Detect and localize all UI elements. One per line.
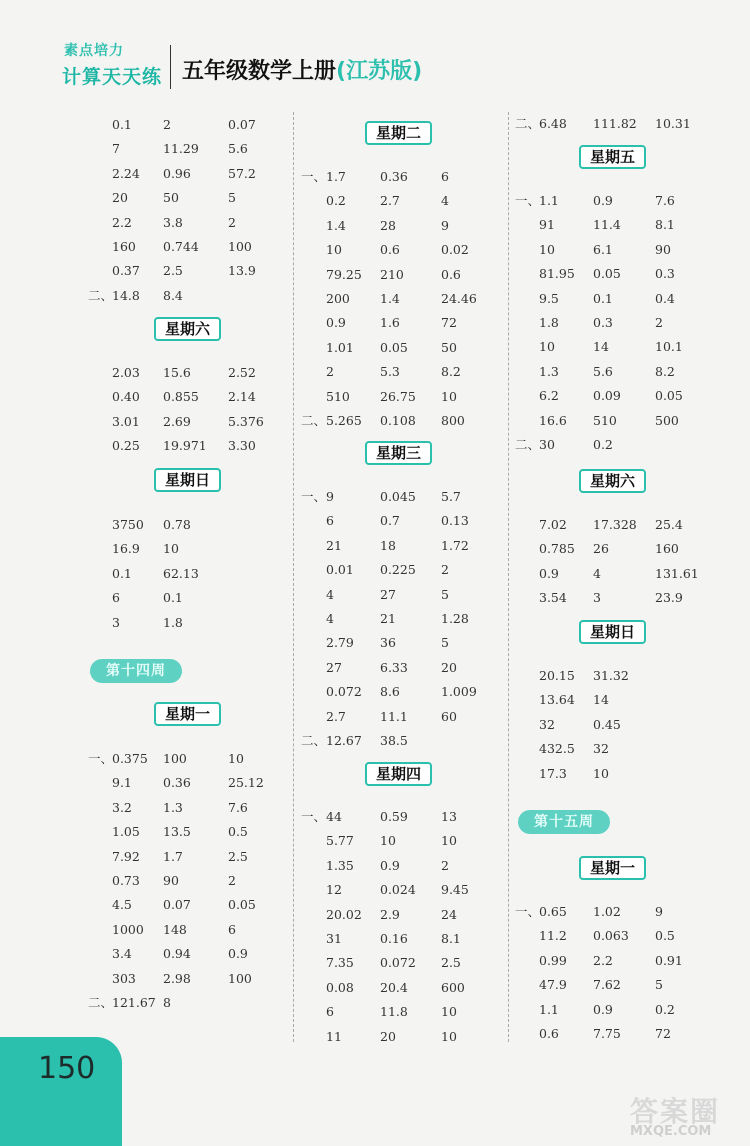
question-number: 二、 [88, 288, 114, 303]
answer-value: 2.9 [380, 907, 400, 922]
answer-value: 3.4 [112, 946, 132, 961]
answer-value: 32 [539, 717, 555, 732]
answer-value: 3.01 [112, 414, 140, 429]
answer-value: 0.2 [655, 1002, 675, 1017]
answer-value: 32 [593, 741, 609, 756]
answer-value: 5.77 [326, 833, 354, 848]
answer-value: 2.79 [326, 635, 354, 650]
answer-value: 0.1 [112, 566, 132, 581]
answer-value: 19.971 [163, 438, 207, 453]
answer-value: 0.225 [380, 562, 416, 577]
answer-value: 90 [163, 873, 179, 888]
answer-value: 11.29 [163, 141, 199, 156]
answer-value: 7.62 [593, 977, 621, 992]
answer-value: 1.1 [539, 193, 559, 208]
question-number: 二、 [515, 116, 541, 131]
answer-value: 1.3 [163, 800, 183, 815]
answer-value: 47.9 [539, 977, 567, 992]
answer-value: 20 [112, 190, 128, 205]
answer-value: 0.09 [593, 388, 621, 403]
answer-value: 24 [441, 907, 457, 922]
answer-value: 210 [380, 267, 404, 282]
answer-value: 0.05 [380, 340, 408, 355]
answer-value: 1.4 [380, 291, 400, 306]
answer-value: 0.6 [380, 242, 400, 257]
answer-value: 0.9 [593, 193, 613, 208]
answer-value: 100 [228, 239, 252, 254]
answer-value: 10 [539, 339, 555, 354]
answer-value: 121.67 [112, 995, 156, 1010]
answer-value: 11 [326, 1029, 342, 1044]
answer-value: 5.7 [441, 489, 461, 504]
answer-value: 0.375 [112, 751, 148, 766]
answer-value: 0.2 [326, 193, 346, 208]
answer-value: 72 [655, 1026, 671, 1041]
answer-value: 10 [441, 1004, 457, 1019]
question-number: 二、 [301, 413, 327, 428]
answer-value: 10 [380, 833, 396, 848]
answer-value: 3750 [112, 517, 144, 532]
answer-value: 11.8 [380, 1004, 408, 1019]
answer-value: 18 [380, 538, 396, 553]
question-number: 二、 [88, 995, 114, 1010]
answer-value: 1.8 [163, 615, 183, 630]
logo-tagline: 素点培力 [64, 43, 124, 59]
answer-value: 1.3 [539, 364, 559, 379]
answer-value: 0.5 [655, 928, 675, 943]
answer-value: 3.54 [539, 590, 567, 605]
answer-value: 28 [380, 218, 396, 233]
answer-value: 0.4 [655, 291, 675, 306]
answer-value: 0.7 [380, 513, 400, 528]
answer-value: 21 [380, 611, 396, 626]
answer-value: 0.5 [228, 824, 248, 839]
answer-value: 13.64 [539, 692, 575, 707]
answer-value: 0.9 [593, 1002, 613, 1017]
answer-value: 25.4 [655, 517, 683, 532]
answer-value: 1.4 [326, 218, 346, 233]
answer-value: 2 [655, 315, 663, 330]
question-number: 一、 [515, 193, 541, 208]
answer-value: 2 [441, 562, 449, 577]
answer-value: 0.024 [380, 882, 416, 897]
answer-value: 5 [441, 587, 449, 602]
answer-value: 10 [326, 242, 342, 257]
answer-value: 303 [112, 971, 136, 986]
answer-value: 17.3 [539, 766, 567, 781]
answer-value: 0.9 [326, 315, 346, 330]
answer-value: 16.9 [112, 541, 140, 556]
day-heading: 星期日 [154, 468, 221, 492]
answer-value: 2.24 [112, 166, 140, 181]
answer-value: 1.1 [539, 1002, 559, 1017]
answer-value: 2.7 [326, 709, 346, 724]
answer-value: 0.05 [228, 897, 256, 912]
watermark-logo: 答案圈 [630, 1095, 721, 1128]
answer-value: 0.9 [539, 566, 559, 581]
answer-value: 3 [593, 590, 601, 605]
answer-value: 90 [655, 242, 671, 257]
answer-value: 8.2 [655, 364, 675, 379]
answer-value: 14.8 [112, 288, 140, 303]
answer-value: 3 [112, 615, 120, 630]
answer-value: 131.61 [655, 566, 699, 581]
answer-value: 0.99 [539, 953, 567, 968]
column-divider [293, 112, 294, 1042]
answer-value: 1.6 [380, 315, 400, 330]
answer-value: 26 [593, 541, 609, 556]
answer-value: 10 [163, 541, 179, 556]
day-heading: 星期四 [365, 762, 432, 786]
answer-value: 0.9 [228, 946, 248, 961]
answer-value: 0.072 [380, 955, 416, 970]
answer-value: 15.6 [163, 365, 191, 380]
answer-value: 8.4 [163, 288, 183, 303]
answer-value: 25.12 [228, 775, 264, 790]
answer-value: 31.32 [593, 668, 629, 683]
answer-value: 11.2 [539, 928, 567, 943]
answer-value: 11.4 [593, 217, 621, 232]
column-divider [508, 112, 509, 1042]
answer-value: 6.2 [539, 388, 559, 403]
answer-value: 16.6 [539, 413, 567, 428]
answer-value: 31 [326, 931, 342, 946]
answer-value: 600 [441, 980, 465, 995]
answer-value: 200 [326, 291, 350, 306]
answer-value: 2.98 [163, 971, 191, 986]
page-number-tab [0, 1037, 122, 1146]
answer-value: 2.5 [441, 955, 461, 970]
answer-value: 2.03 [112, 365, 140, 380]
watermark-url: MXQE.COM [630, 1124, 712, 1139]
question-number: 二、 [515, 437, 541, 452]
answer-value: 432.5 [539, 741, 575, 756]
answer-value: 2 [163, 117, 171, 132]
answer-value: 1.35 [326, 858, 354, 873]
answer-value: 2.52 [228, 365, 256, 380]
answer-value: 0.40 [112, 389, 140, 404]
answer-value: 9.1 [112, 775, 132, 790]
answer-value: 2.2 [593, 953, 613, 968]
page-number: 150 [38, 1051, 96, 1086]
answer-value: 0.02 [441, 242, 469, 257]
answer-value: 0.05 [655, 388, 683, 403]
answer-value: 0.1 [593, 291, 613, 306]
answer-value: 3.2 [112, 800, 132, 815]
book-title [182, 54, 422, 85]
answer-value: 8.6 [380, 684, 400, 699]
answer-value: 5.6 [228, 141, 248, 156]
answer-value: 9 [441, 218, 449, 233]
answer-value: 6 [326, 513, 334, 528]
answer-value: 0.36 [163, 775, 191, 790]
answer-value: 10 [228, 751, 244, 766]
answer-value: 0.73 [112, 873, 140, 888]
day-heading: 星期六 [154, 317, 221, 341]
answer-value: 8 [163, 995, 171, 1010]
answer-value: 1.7 [163, 849, 183, 864]
answer-value: 0.01 [326, 562, 354, 577]
answer-value: 0.744 [163, 239, 199, 254]
answer-value: 10.31 [655, 116, 691, 131]
answer-value: 9 [326, 489, 334, 504]
answer-value: 0.13 [441, 513, 469, 528]
answer-value: 79.25 [326, 267, 362, 282]
answer-value: 4.5 [112, 897, 132, 912]
answer-value: 7 [112, 141, 120, 156]
answer-value: 0.05 [593, 266, 621, 281]
answer-value: 3.8 [163, 215, 183, 230]
answer-value: 1000 [112, 922, 144, 937]
answer-value: 10 [593, 766, 609, 781]
answer-value: 81.95 [539, 266, 575, 281]
watermark [630, 1090, 740, 1140]
answer-value: 13.9 [228, 263, 256, 278]
answer-value: 0.072 [326, 684, 362, 699]
answer-value: 0.785 [539, 541, 575, 556]
answer-value: 0.2 [593, 437, 613, 452]
answer-value: 36 [380, 635, 396, 650]
question-number: 一、 [88, 751, 114, 766]
answer-value: 5.6 [593, 364, 613, 379]
answer-value: 2 [326, 364, 334, 379]
answer-value: 2 [228, 215, 236, 230]
answer-value: 50 [441, 340, 457, 355]
answer-value: 5 [441, 635, 449, 650]
answer-value: 1.72 [441, 538, 469, 553]
answer-value: 800 [441, 413, 465, 428]
answer-value: 26.75 [380, 389, 416, 404]
answer-value: 0.045 [380, 489, 416, 504]
answer-value: 27 [326, 660, 342, 675]
question-number: 一、 [301, 809, 327, 824]
day-heading: 星期三 [365, 441, 432, 465]
answer-value: 0.6 [539, 1026, 559, 1041]
answer-value: 0.1 [112, 117, 132, 132]
answer-value: 4 [326, 587, 334, 602]
answer-value: 0.78 [163, 517, 191, 532]
answer-value: 5.265 [326, 413, 362, 428]
answer-value: 2.2 [112, 215, 132, 230]
answer-value: 7.75 [593, 1026, 621, 1041]
answer-value: 8.1 [441, 931, 461, 946]
answer-value: 27 [380, 587, 396, 602]
answer-value: 0.36 [380, 169, 408, 184]
answer-value: 6.1 [593, 242, 613, 257]
answer-value: 0.65 [539, 904, 567, 919]
answer-value: 7.35 [326, 955, 354, 970]
answer-value: 111.82 [593, 116, 637, 131]
answer-value: 100 [228, 971, 252, 986]
answer-value: 20.02 [326, 907, 362, 922]
book-edition: (江苏版) [336, 59, 423, 84]
answer-value: 6.33 [380, 660, 408, 675]
day-heading: 星期一 [579, 856, 646, 880]
answer-value: 7.6 [228, 800, 248, 815]
answer-value: 9.45 [441, 882, 469, 897]
answer-value: 72 [441, 315, 457, 330]
answer-value: 17.328 [593, 517, 637, 532]
day-heading: 星期日 [579, 620, 646, 644]
answer-value: 0.16 [380, 931, 408, 946]
answer-value: 6 [441, 169, 449, 184]
answer-value: 1.009 [441, 684, 477, 699]
answer-value: 1.8 [539, 315, 559, 330]
day-heading: 星期一 [154, 702, 221, 726]
answer-value: 0.59 [380, 809, 408, 824]
answer-value: 0.07 [228, 117, 256, 132]
question-number: 一、 [301, 489, 327, 504]
answer-value: 0.6 [441, 267, 461, 282]
question-number: 二、 [301, 733, 327, 748]
question-number: 一、 [515, 904, 541, 919]
answer-value: 21 [326, 538, 342, 553]
answer-value: 5.3 [380, 364, 400, 379]
day-heading: 星期二 [365, 121, 432, 145]
book-title-main: 五年级数学上册 [182, 59, 337, 84]
answer-value: 6 [112, 590, 120, 605]
answer-value: 38.5 [380, 733, 408, 748]
answer-value: 20.15 [539, 668, 575, 683]
answer-value: 13 [441, 809, 457, 824]
answer-value: 14 [593, 692, 609, 707]
answer-value: 10.1 [655, 339, 683, 354]
answer-value: 160 [655, 541, 679, 556]
answer-value: 10 [441, 389, 457, 404]
answer-value: 0.07 [163, 897, 191, 912]
answer-value: 10 [441, 833, 457, 848]
answer-value: 5 [655, 977, 663, 992]
answer-value: 100 [163, 751, 187, 766]
answer-value: 4 [441, 193, 449, 208]
answer-value: 9.5 [539, 291, 559, 306]
answer-value: 12 [326, 882, 342, 897]
header-divider [170, 45, 171, 89]
answer-value: 91 [539, 217, 555, 232]
answer-value: 0.37 [112, 263, 140, 278]
answer-value: 2 [441, 858, 449, 873]
answer-value: 0.1 [163, 590, 183, 605]
answer-value: 0.94 [163, 946, 191, 961]
answer-value: 1.7 [326, 169, 346, 184]
answer-value: 0.25 [112, 438, 140, 453]
answer-value: 0.108 [380, 413, 416, 428]
answer-value: 0.96 [163, 166, 191, 181]
answer-value: 4 [326, 611, 334, 626]
answer-value: 60 [441, 709, 457, 724]
answer-value: 2.7 [380, 193, 400, 208]
answer-value: 10 [539, 242, 555, 257]
answer-value: 12.67 [326, 733, 362, 748]
answer-value: 1.01 [326, 340, 354, 355]
answer-value: 6.48 [539, 116, 567, 131]
answer-value: 44 [326, 809, 342, 824]
answer-value: 30 [539, 437, 555, 452]
answer-value: 6 [326, 1004, 334, 1019]
day-heading: 星期六 [579, 469, 646, 493]
answer-value: 6 [228, 922, 236, 937]
answer-value: 0.855 [163, 389, 199, 404]
answer-value: 1.05 [112, 824, 140, 839]
answer-value: 9 [655, 904, 663, 919]
answer-value: 7.02 [539, 517, 567, 532]
answer-value: 1.02 [593, 904, 621, 919]
answer-value: 0.45 [593, 717, 621, 732]
answer-value: 2.5 [228, 849, 248, 864]
answer-value: 7.6 [655, 193, 675, 208]
answer-value: 0.08 [326, 980, 354, 995]
answer-value: 24.46 [441, 291, 477, 306]
answer-value: 2.14 [228, 389, 256, 404]
answer-value: 8.1 [655, 217, 675, 232]
answer-value: 0.063 [593, 928, 629, 943]
answer-value: 510 [326, 389, 350, 404]
day-heading: 星期五 [579, 145, 646, 169]
week-badge: 第十五周 [518, 810, 610, 834]
answer-value: 13.5 [163, 824, 191, 839]
answer-value: 20.4 [380, 980, 408, 995]
answer-value: 0.3 [655, 266, 675, 281]
answer-value: 0.3 [593, 315, 613, 330]
answer-value: 62.13 [163, 566, 199, 581]
answer-value: 2 [228, 873, 236, 888]
answer-value: 50 [163, 190, 179, 205]
answer-value: 160 [112, 239, 136, 254]
answer-value: 1.28 [441, 611, 469, 626]
answer-value: 2.69 [163, 414, 191, 429]
week-badge: 第十四周 [90, 659, 182, 683]
answer-value: 510 [593, 413, 617, 428]
answer-value: 7.92 [112, 849, 140, 864]
answer-value: 23.9 [655, 590, 683, 605]
question-number: 一、 [301, 169, 327, 184]
answer-value: 0.9 [380, 858, 400, 873]
logo-series-name: 计算天天练 [62, 66, 163, 88]
answer-value: 20 [380, 1029, 396, 1044]
answer-value: 8.2 [441, 364, 461, 379]
answer-value: 148 [163, 922, 187, 937]
brand-logo [56, 38, 166, 98]
answer-value: 5.376 [228, 414, 264, 429]
answer-value: 4 [593, 566, 601, 581]
answer-value: 0.91 [655, 953, 683, 968]
answer-value: 500 [655, 413, 679, 428]
answer-value: 57.2 [228, 166, 256, 181]
answer-value: 14 [593, 339, 609, 354]
answer-value: 20 [441, 660, 457, 675]
answer-value: 3.30 [228, 438, 256, 453]
answer-value: 5 [228, 190, 236, 205]
answer-value: 11.1 [380, 709, 408, 724]
answer-value: 10 [441, 1029, 457, 1044]
answer-value: 2.5 [163, 263, 183, 278]
